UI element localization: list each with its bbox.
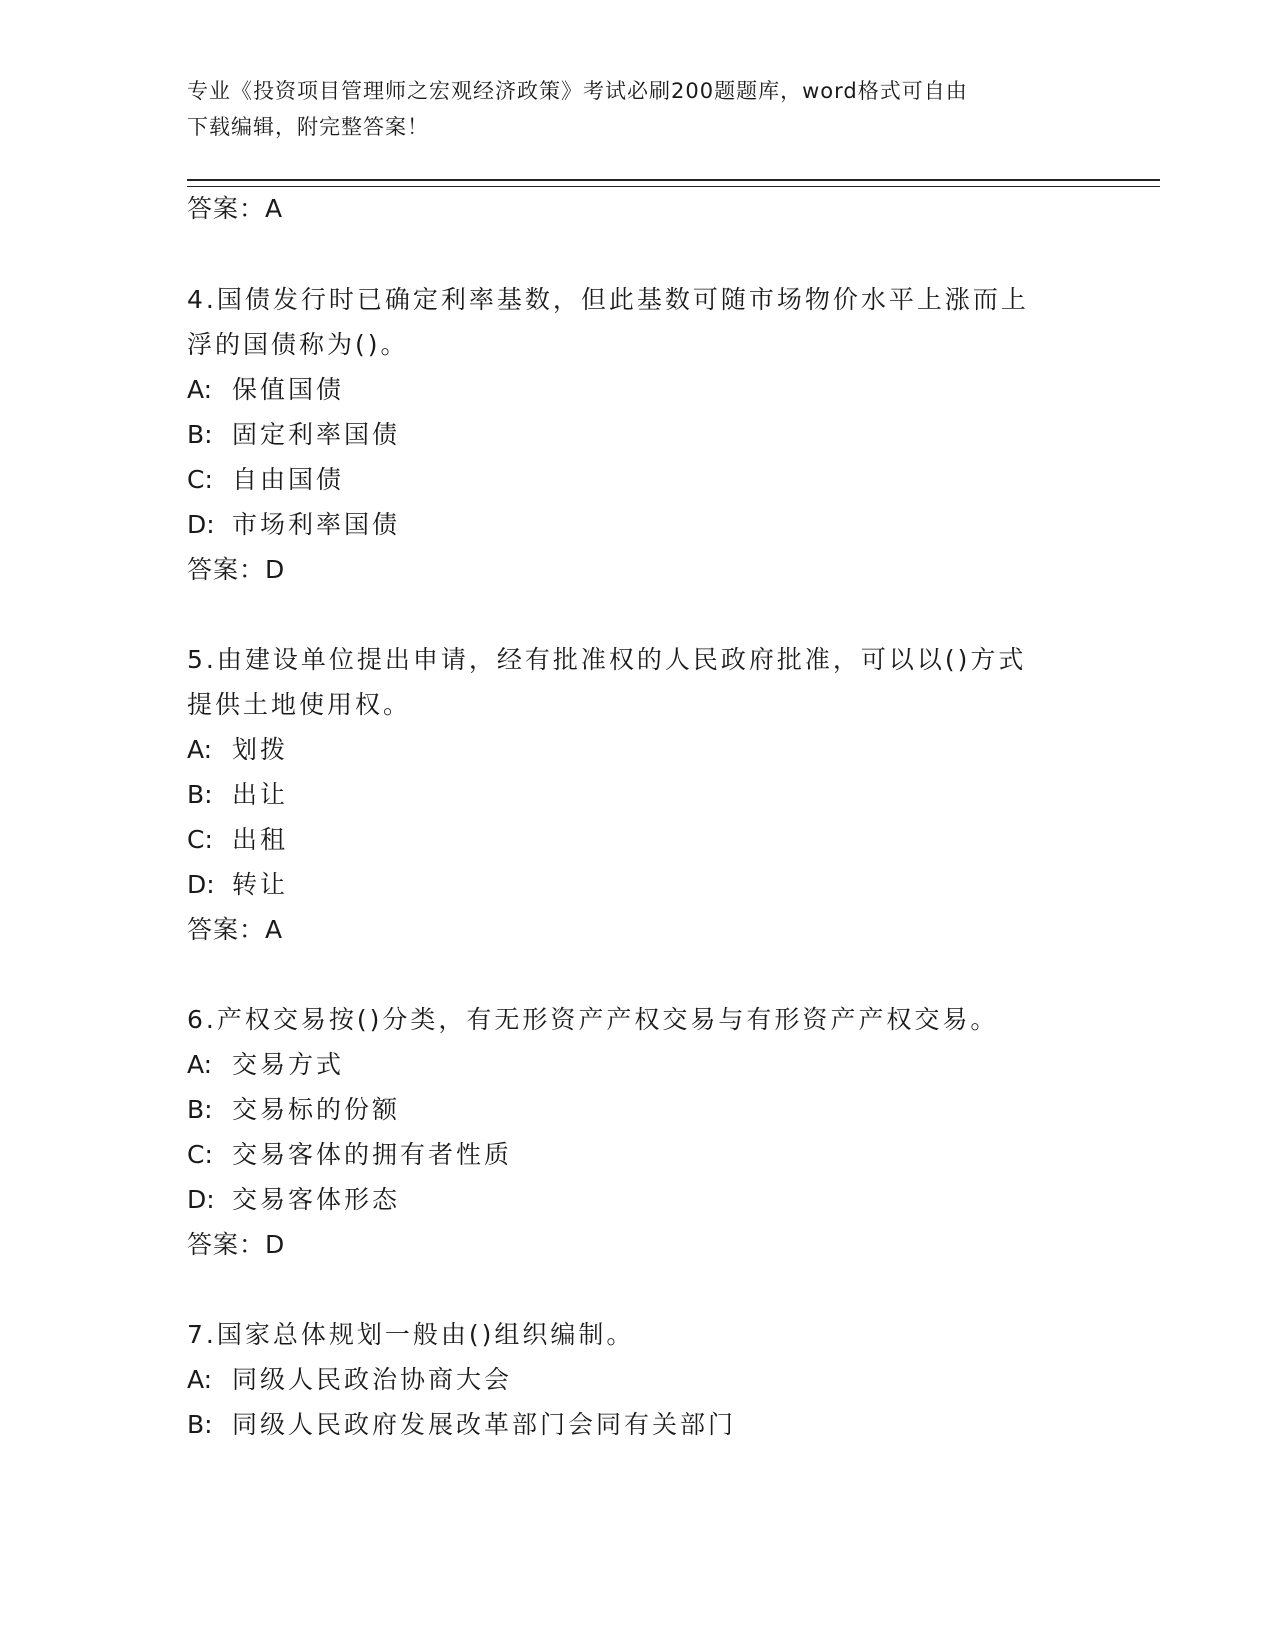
question-4-option-b — [187, 420, 400, 450]
question-6-option-b — [187, 1095, 400, 1125]
option-letter: A: — [187, 375, 213, 404]
option-text: 转让 — [232, 870, 289, 899]
option-letter: B: — [187, 420, 213, 449]
option-text: 交易标的份额 — [232, 1095, 401, 1124]
answer-q5: 答案：A — [187, 915, 284, 944]
question-4-option-a — [187, 375, 344, 405]
question-6-stem-line-1: 6.产权交易按()分类，有无形资产产权交易与有形资产产权交易。 — [187, 1005, 999, 1034]
option-letter: B: — [187, 1095, 213, 1124]
question-5-option-b — [187, 780, 288, 810]
option-text: 交易客体形态 — [232, 1185, 401, 1214]
option-text: 交易客体的拥有者性质 — [232, 1140, 513, 1169]
question-5-option-a — [187, 735, 288, 765]
option-letter: C: — [187, 465, 213, 494]
question-5-option-d — [187, 870, 288, 900]
header-line-1: 专业《投资项目管理师之宏观经济政策》考试必刷200题题库，word格式可自由 — [187, 79, 968, 103]
option-letter: B: — [187, 1410, 213, 1439]
option-text: 出让 — [232, 780, 289, 809]
option-text: 保值国债 — [232, 375, 345, 404]
option-letter: D: — [187, 1185, 215, 1214]
option-letter: A: — [187, 735, 213, 764]
question-7-stem-line-1: 7.国家总体规划一般由()组织编制。 — [187, 1320, 635, 1349]
answer-q4: 答案：D — [187, 555, 286, 584]
option-letter: D: — [187, 510, 215, 539]
option-text: 固定利率国债 — [232, 420, 401, 449]
option-text: 同级人民政治协商大会 — [232, 1365, 513, 1394]
question-5-stem-line-1: 5.由建设单位提出申请，经有批准权的人民政府批准，可以以()方式 — [187, 645, 1027, 674]
question-6-option-c — [187, 1140, 512, 1170]
question-4-stem-line-2: 浮的国债称为()。 — [187, 330, 409, 359]
option-text: 出租 — [232, 825, 289, 854]
question-4-option-d — [187, 510, 400, 540]
question-7-option-a — [187, 1365, 512, 1395]
question-5-stem-line-2: 提供土地使用权。 — [187, 690, 412, 719]
option-text: 同级人民政府发展改革部门会同有关部门 — [232, 1410, 737, 1439]
answer-q3: 答案：A — [187, 194, 284, 223]
option-letter: C: — [187, 1140, 213, 1169]
option-text: 划拨 — [232, 735, 289, 764]
option-text: 交易方式 — [232, 1050, 345, 1079]
question-7-option-b — [187, 1410, 736, 1440]
option-text: 市场利率国债 — [232, 510, 401, 539]
question-6-option-a — [187, 1050, 344, 1080]
header-line-2: 下载编辑，附完整答案！ — [187, 115, 429, 139]
question-5-option-c — [187, 825, 288, 855]
header-divider — [187, 179, 1160, 187]
option-text: 自由国债 — [232, 465, 345, 494]
question-4-stem-line-1: 4.国债发行时已确定利率基数，但此基数可随市场物价水平上涨而上 — [187, 285, 1029, 314]
question-6-option-d — [187, 1185, 400, 1215]
option-letter: D: — [187, 870, 215, 899]
option-letter: B: — [187, 780, 213, 809]
option-letter: C: — [187, 825, 213, 854]
option-letter: A: — [187, 1050, 213, 1079]
option-letter: A: — [187, 1365, 213, 1394]
answer-q6: 答案：D — [187, 1230, 286, 1259]
question-4-option-c — [187, 465, 344, 495]
document-header — [187, 73, 1077, 145]
